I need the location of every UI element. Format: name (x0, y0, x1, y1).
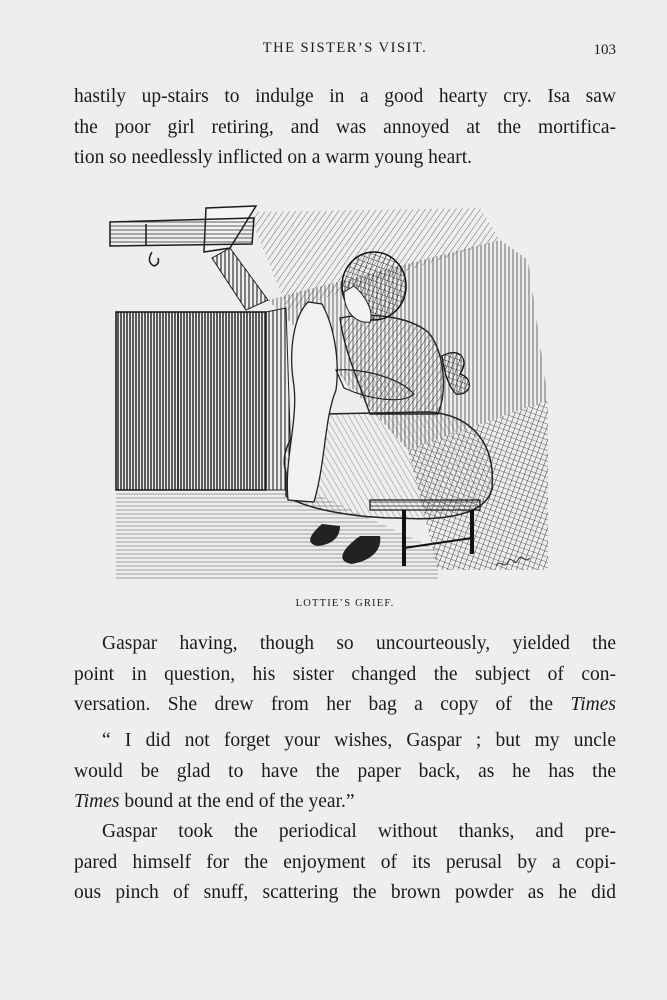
text-line: tion so needlessly inflicted on a warm young heart. (74, 147, 473, 168)
text-line: Gaspar took the periodical without thanks, and pre- (102, 821, 616, 842)
text-segment: bound at the end of the year.” (119, 791, 355, 812)
text-line: ous pinch of snuff, scattering the brown powder as he did (74, 882, 616, 903)
text-line: the poor girl retiring, and was annoyed at the mortifica- (74, 116, 616, 138)
text-line: point in question, his sister changed the subject of con- (74, 663, 616, 685)
paragraph-3 (74, 726, 616, 818)
text-line (74, 690, 616, 721)
engraving-illustration (108, 200, 556, 585)
figure-caption: LOTTIE’S GRIEF. (295, 598, 395, 609)
text-line: pared himself for the enjoyment of its perusal by a copi- (74, 851, 616, 873)
page-number: 103 (593, 42, 616, 58)
italic-text: Times (74, 791, 120, 812)
text-line: Gaspar having, though so uncourteously, yielded the (102, 633, 616, 654)
running-title: THE SISTER’S VISIT. (262, 40, 428, 56)
paragraph-1 (74, 82, 616, 174)
paragraph-4 (74, 817, 616, 909)
text-line: hastily up-stairs to indulge in a good hearty cry. Isa saw (74, 86, 616, 107)
running-head (74, 38, 616, 60)
italic-text: Times (570, 694, 617, 715)
text-line: “ I did not forget your wishes, Gaspar ; but my uncle (102, 730, 616, 751)
text-segment: versation. She drew from her bag a copy of the (74, 694, 554, 715)
paragraph-2 (74, 629, 616, 721)
text-line (74, 787, 616, 818)
text-line: would be glad to have the paper back, as he has the (74, 760, 616, 782)
